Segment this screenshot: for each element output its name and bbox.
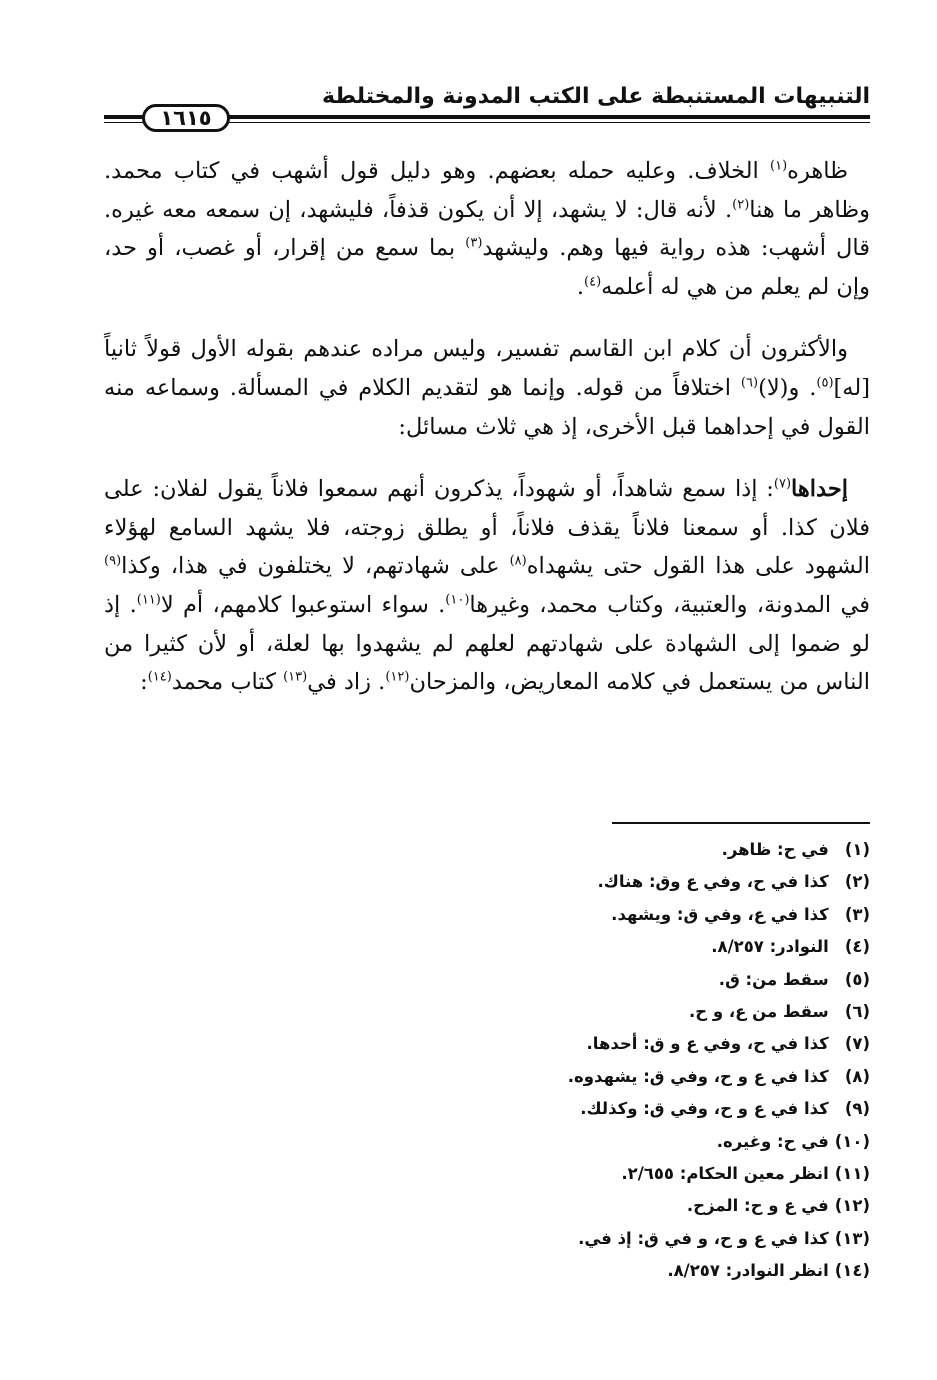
footnote-marker: (٨) xyxy=(509,553,527,569)
text-run: . زاد في xyxy=(307,669,386,696)
footnote-marker: (١٠) xyxy=(445,592,470,608)
footnote-text: في ع و ح: المزح. xyxy=(686,1196,829,1216)
footnotes-list xyxy=(430,834,870,1288)
paragraph xyxy=(104,470,870,702)
footnote-number: (٦) xyxy=(844,1002,870,1022)
footnote-marker: (٦) xyxy=(740,375,759,391)
text-run: : إذا سمع شاهداً، أو شهوداً، يذكرون أنهم سمعوا فلاناً يقول لفلان: على فلان كذا. أو سمعنا فلاناً يقذف فلاناً، أو يطلق زوجته، فلا يشهد السامع لهؤلاء الشهود على هذا القول حتى يشهداه xyxy=(104,476,870,580)
footnote-text: كذا في ع، وفي ق: ويشهد. xyxy=(611,904,829,924)
footnote-number: (٨) xyxy=(844,1066,870,1086)
footnote-item xyxy=(430,1223,870,1255)
footnote-number: (١٢) xyxy=(834,1196,870,1216)
footnote-number: (٩) xyxy=(844,1099,870,1119)
text-run: : xyxy=(140,669,148,696)
text-run: . xyxy=(576,273,585,300)
footnote-item xyxy=(430,964,870,996)
footnote-text: انظر النوادر: ٨/٢٥٧. xyxy=(667,1261,829,1281)
footnote-item xyxy=(430,834,870,866)
text-run: والأكثرون أن كلام ابن القاسم تفسير، وليس مراده عندهم بقوله الأول قولاً ثانياً [له] xyxy=(104,336,871,401)
footnote-marker: (٣) xyxy=(465,235,483,251)
footnote-text: في ح: وغيره. xyxy=(716,1131,829,1151)
lead-term: إحداها xyxy=(791,476,848,503)
footnote-text: انظر معين الحكام: ٢/٦٥٥. xyxy=(621,1164,829,1184)
text-run: . سواء استوعبوا كلامهم، أم لا xyxy=(160,591,446,618)
text-run: اختلافاً من قوله. وإنما هو لتقديم الكلام في المسألة. وسماعه منه القول في إحداهما قبل الأخرى، إذ هي ثلاث مسائل: xyxy=(104,374,870,440)
text-run: . و(لا) xyxy=(758,374,817,401)
footnote-number: (٤) xyxy=(844,937,870,957)
footnote-text: النوادر: ٨/٢٥٧. xyxy=(711,937,829,957)
text-run: . لأنه قال: لا يشهد، إلا أن يكون قذفاً، فليشهد، إن سمعه معه غيره. قال أشهب: هذه رواية فيها وهم. وليشهد xyxy=(104,196,870,262)
page-number: ١٦١٥ xyxy=(142,104,230,132)
footnote-marker: (٥) xyxy=(816,375,834,391)
text-run: بما سمع من إقرار، أو غصب، أو حد، وإن لم يعلم من هي له أعلمه xyxy=(104,235,870,300)
footnote-text: كذا في ع و ح، وفي ق: يشهدوه. xyxy=(567,1066,829,1086)
footnote-item xyxy=(430,899,870,931)
footnote-number: (٢) xyxy=(844,872,870,892)
footnote-number: (٧) xyxy=(844,1034,870,1054)
footnote-number: (١٣) xyxy=(834,1228,870,1248)
footnote-item xyxy=(430,1126,870,1158)
footnote-item xyxy=(430,996,870,1028)
text-run: كتاب محمد xyxy=(171,669,284,696)
footnote-text: كذا في ع و ح، و في ق: إذ في. xyxy=(578,1228,829,1248)
footnote-number: (٥) xyxy=(844,969,870,989)
text-run: على شهادتهم، لا يختلفون في هذا، وكذا xyxy=(121,553,510,580)
footnote-text: كذا في ع و ح، وفي ق: وكذلك. xyxy=(580,1099,829,1119)
text-run: الخلاف. وعليه حمله بعضهم. وهو دليل قول أشهب في كتاب محمد. وظاهر ما هنا xyxy=(104,158,870,223)
footnote-marker: (٩) xyxy=(104,553,122,569)
footnote-text: سقط من: ق. xyxy=(718,969,829,989)
footnote-item xyxy=(430,1190,870,1222)
footnote-marker: (١٣) xyxy=(283,669,308,685)
footnote-item xyxy=(430,1093,870,1125)
footnote-item xyxy=(430,1028,870,1060)
main-text xyxy=(104,152,870,702)
footnote-marker: (٢) xyxy=(732,197,750,213)
footnote-number: (١) xyxy=(844,840,870,859)
footnote-text: سقط من ع، و ح. xyxy=(688,1002,829,1022)
text-run: ظاهره xyxy=(787,158,848,184)
text-run: . إذ لو ضموا إلى الشهادة على شهادتهم لعلهم لم يشهدوا بها لعلة، أو لأن كثيرا من الناس من يستعمل في كلامه المعاريض، والمزحان xyxy=(104,591,870,696)
footnote-text: كذا في ح، وفي ع و ق: أحدها. xyxy=(586,1034,829,1054)
footnote-text: كذا في ح، وفي ع وق: هناك. xyxy=(597,872,829,892)
footnote-item xyxy=(430,1255,870,1287)
footnote-number: (١١) xyxy=(834,1164,870,1184)
footnote-text: في ح: ظاهر. xyxy=(721,840,829,859)
footnote-marker: (١١) xyxy=(136,592,161,608)
footnote-marker: (٧) xyxy=(773,476,792,492)
footnote-item xyxy=(430,931,870,963)
footnote-separator xyxy=(612,822,870,824)
footnote-marker: (٤) xyxy=(584,274,602,290)
footnote-number: (٣) xyxy=(844,904,870,924)
footnote-marker: (١٢) xyxy=(385,669,410,685)
footnote-marker: (١) xyxy=(770,158,788,174)
running-title: التنبيهات المستنبطة على الكتب المدونة والمختلطة xyxy=(321,84,870,109)
footnote-item xyxy=(430,866,870,898)
footnote-item xyxy=(430,1061,870,1093)
paragraph xyxy=(104,330,870,446)
footnote-item xyxy=(430,1158,870,1190)
footnote-number: (١٤) xyxy=(834,1261,870,1281)
footnote-marker: (١٤) xyxy=(147,669,172,685)
footnote-number: (١٠) xyxy=(834,1131,870,1151)
page-header xyxy=(104,82,870,142)
text-run: في المدونة، والعتبية، وكتاب محمد، وغيرها xyxy=(469,591,870,618)
paragraph xyxy=(104,152,870,306)
